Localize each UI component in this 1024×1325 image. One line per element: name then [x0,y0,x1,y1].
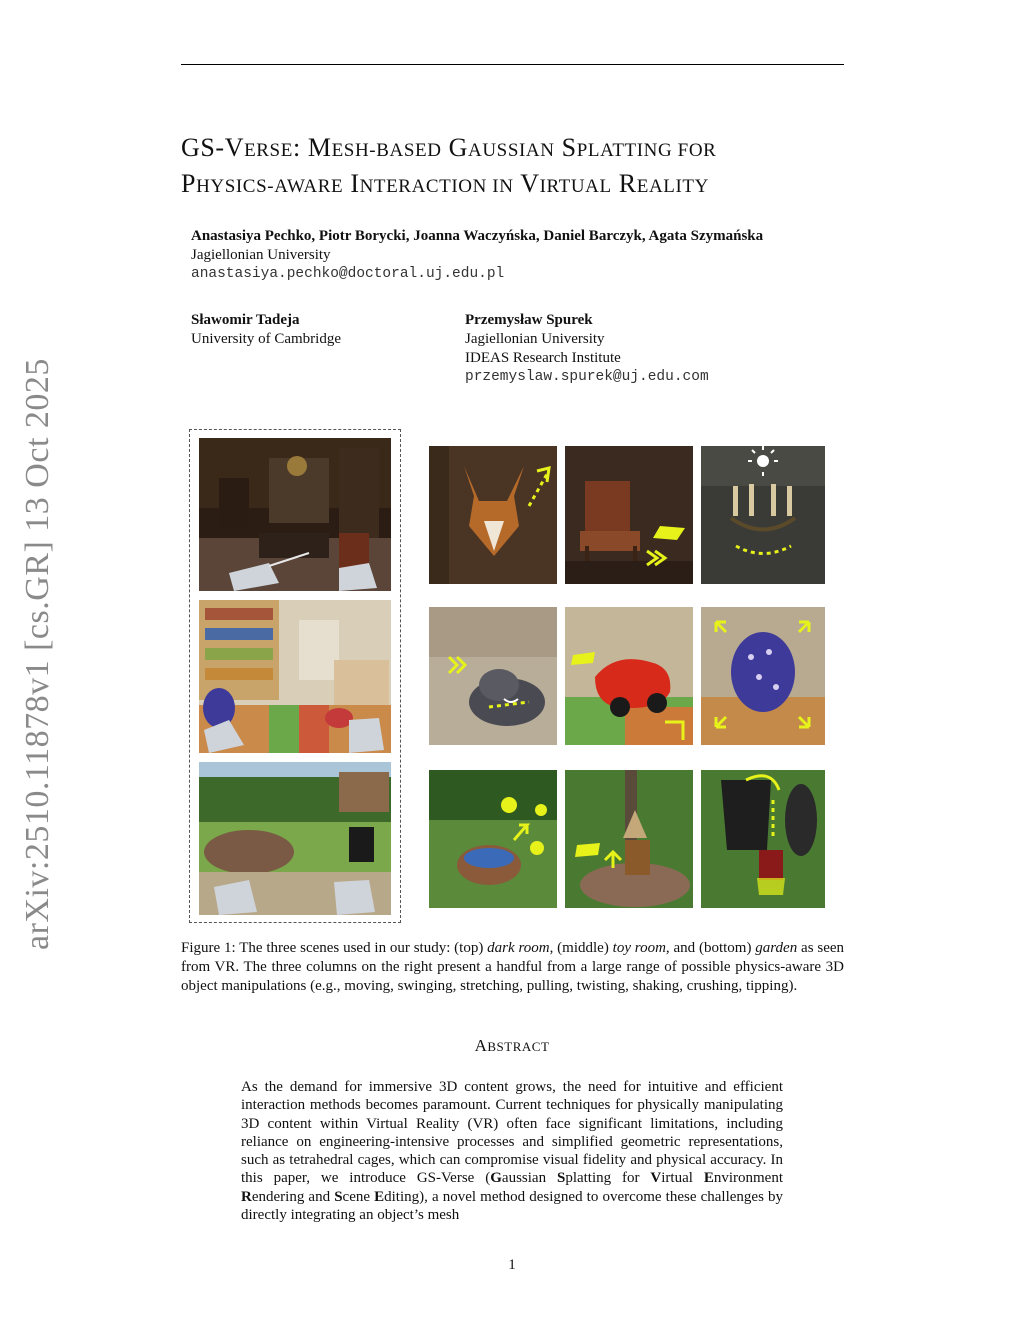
author-affiliation: University of Cambridge [191,331,341,347]
chair-manipulation-image [565,446,693,584]
author-names: Anastasiya Pechko, Piotr Borycki, Joanna Waczyńska, Daniel Barczyk, Agata Szymańska [191,228,764,244]
chandelier-manipulation-image [701,446,825,584]
author-block-2 [191,311,341,349]
author-affiliation-1: Jagiellonian University [465,331,605,347]
garden-plant-manipulation-image [565,770,693,908]
author-affiliation: Jagiellonian University [191,247,331,263]
author-block-1 [191,227,763,284]
garden-scene-image [199,762,391,915]
paper-title [181,131,861,203]
title-line-2: PHYSICS-AWARE INTERACTION IN VIRTUAL REALITY [181,169,709,198]
page-number: 1 [508,1257,516,1273]
garden-bin-manipulation-image [701,770,825,908]
toy-room-scene-image [199,600,391,753]
author-email[interactable]: przemyslaw.spurek@uj.edu.com [465,369,709,385]
fox-head-manipulation-image [429,446,557,584]
title-line-1: GS-VERSE: MESH-BASED GAUSSIAN SPLATTING FOR [181,133,717,162]
author-email[interactable]: anastasiya.pechko@doctoral.uj.edu.pl [191,266,505,282]
author-block-3 [465,311,709,387]
arxiv-stamp: arXiv:2510.11878v1 [cs.GR] 13 Oct 2025 [19,358,56,950]
dark-room-scene-image [199,438,391,591]
author-name: Sławomir Tadeja [191,312,300,328]
garden-bowl-manipulation-image [429,770,557,908]
cloud-toy-manipulation-image [429,607,557,745]
abstract-heading: ABSTRACT [474,1036,550,1055]
top-rule [181,64,844,65]
author-name: Przemysław Spurek [465,312,593,328]
balloon-manipulation-image [701,607,825,745]
figure-caption: Figure 1: The three scenes used in our study: (top) dark room, (middle) toy room, and (bottom) garden as seen from VR. The three columns on the right present a handful from a large range of possible physics-aware 3D object manipulations (e.g., moving, swinging, stretching, pulling, twisting, shaking, crushing, tipping). [181,940,845,994]
toy-car-manipulation-image [565,607,693,745]
abstract-text: As the demand for immersive 3D content grows, the need for intuitive and efficient interaction methods becomes paramount. Current techniques for physically manipulating 3D content within Virtual Reality (VR) often face significant limitations, including reliance on engineering-intensive processes and simplified geometric representations, such as tetrahedral cages, which can compromise visual fidelity and physical accuracy. In this paper, we introduce GS-Verse (Gaussian Splatting for Virtual Environment Rendering and Scene Editing), a novel method designed to overcome these challenges by directly integrating an object’s mesh [241,1079,783,1224]
author-affiliation-2: IDEAS Research Institute [465,350,621,366]
